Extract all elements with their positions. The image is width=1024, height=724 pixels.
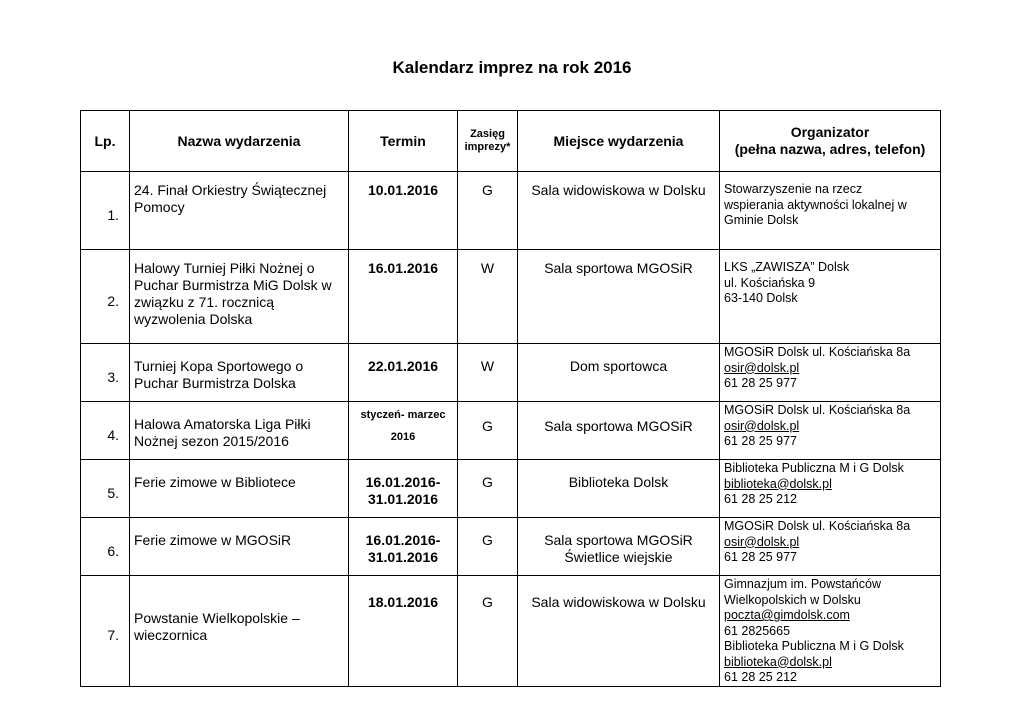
row-scope: W	[458, 250, 518, 344]
org-line: 61 28 25 977	[724, 376, 797, 390]
row-place: Dom sportowca	[518, 344, 720, 402]
org-email-link[interactable]: osir@dolsk.pl	[724, 360, 800, 375]
term-line: 16.01.2016-	[365, 474, 441, 490]
row-term: 10.01.2016	[349, 172, 458, 250]
row-lp: 5.	[81, 460, 130, 518]
events-table	[80, 110, 941, 687]
term-line: 31.01.2016	[367, 491, 439, 507]
org-line: LKS „ZAWISZA” Dolsk	[724, 260, 850, 274]
table-row	[81, 460, 941, 518]
header-scope-line2: imprezy*	[464, 141, 511, 153]
term-line: 16.01.2016-	[365, 532, 441, 548]
row-term	[349, 402, 458, 460]
row-lp: 4.	[81, 402, 130, 460]
header-organizer-line1: Organizator	[790, 124, 870, 140]
table-row	[81, 402, 941, 460]
row-scope: G	[458, 460, 518, 518]
org-line: 61 28 25 977	[724, 434, 797, 448]
row-scope: G	[458, 402, 518, 460]
row-lp: 7.	[81, 576, 130, 687]
row-name: Turniej Kopa Sportowego o Puchar Burmistrza Dolska	[130, 344, 349, 402]
row-term: 22.01.2016	[349, 344, 458, 402]
place-line: Świetlice wiejskie	[564, 549, 673, 565]
org-email-link[interactable]: osir@dolsk.pl	[724, 534, 800, 549]
row-scope: G	[458, 518, 518, 576]
row-lp: 6.	[81, 518, 130, 576]
row-organizer	[720, 172, 941, 250]
row-term	[349, 460, 458, 518]
org-line: MGOSiR Dolsk ul. Kościańska 8a	[724, 403, 911, 417]
org-line: 61 28 25 212	[724, 492, 797, 506]
header-scope	[458, 111, 518, 172]
term-line: 31.01.2016	[367, 549, 439, 565]
header-scope-line1: Zasięg	[470, 128, 505, 140]
row-organizer	[720, 460, 941, 518]
header-term: Termin	[349, 111, 458, 172]
org-line: Stowarzyszenie na rzecz	[724, 182, 863, 196]
table-row	[81, 576, 941, 687]
table-row	[81, 518, 941, 576]
row-place: Sala widowiskowa w Dolsku	[518, 172, 720, 250]
org-line: MGOSiR Dolsk ul. Kościańska 8a	[724, 345, 911, 359]
row-scope: G	[458, 576, 518, 687]
org-line: ul. Kościańska 9	[724, 275, 816, 290]
row-organizer	[720, 518, 941, 576]
org-email-link[interactable]: osir@dolsk.pl	[724, 418, 800, 433]
row-place: Sala sportowa MGOSiR	[518, 250, 720, 344]
row-scope: W	[458, 344, 518, 402]
term-line: 2016	[390, 431, 416, 443]
row-scope: G	[458, 172, 518, 250]
header-place: Miejsce wydarzenia	[518, 111, 720, 172]
row-organizer	[720, 576, 941, 687]
org-line: 61 28 25 977	[724, 550, 797, 564]
row-lp: 1.	[81, 172, 130, 250]
row-name: 24. Finał Orkiestry Świątecznej Pomocy	[130, 172, 349, 250]
org-line: wspierania aktywności lokalnej w	[724, 197, 907, 212]
header-name: Nazwa wydarzenia	[130, 111, 349, 172]
row-place: Biblioteka Dolsk	[518, 460, 720, 518]
table-header-row	[81, 111, 941, 172]
row-term: 18.01.2016	[349, 576, 458, 687]
org-line: 61 28 25 212	[724, 670, 797, 684]
row-term	[349, 518, 458, 576]
table-row	[81, 172, 941, 250]
header-organizer	[720, 111, 941, 172]
org-line: Biblioteka Publiczna M i G Dolsk	[724, 639, 904, 653]
table-row	[81, 344, 941, 402]
org-email-link[interactable]: biblioteka@dolsk.pl	[724, 654, 832, 669]
row-organizer	[720, 250, 941, 344]
row-name: Halowa Amatorska Liga Piłki Nożnej sezon 2015/2016	[130, 402, 349, 460]
org-line: Wielkopolskich w Dolsku	[724, 592, 861, 607]
row-place	[518, 518, 720, 576]
org-email-link[interactable]: biblioteka@dolsk.pl	[724, 476, 832, 491]
row-lp: 3.	[81, 344, 130, 402]
org-line: MGOSiR Dolsk ul. Kościańska 8a	[724, 519, 911, 533]
header-lp: Lp.	[81, 111, 130, 172]
header-organizer-line2: (pełna nazwa, adres, telefon)	[734, 141, 926, 157]
row-name: Ferie zimowe w Bibliotece	[130, 460, 349, 518]
row-organizer	[720, 344, 941, 402]
term-line: styczeń- marzec	[360, 409, 446, 421]
place-line: Sala sportowa MGOSiR	[544, 532, 693, 548]
row-lp: 2.	[81, 250, 130, 344]
org-line: 63-140 Dolsk	[724, 291, 798, 305]
row-name: Ferie zimowe w MGOSiR	[130, 518, 349, 576]
org-line: Gimnazjum im. Powstańców	[724, 577, 881, 591]
row-name: Halowy Turniej Piłki Nożnej o Puchar Burmistrza MiG Dolsk w związku z 71. rocznicą wyzwolenia Dolska	[130, 250, 349, 344]
row-place: Sala widowiskowa w Dolsku	[518, 576, 720, 687]
row-organizer	[720, 402, 941, 460]
row-name: Powstanie Wielkopolskie – wieczornica	[130, 576, 349, 687]
row-term: 16.01.2016	[349, 250, 458, 344]
page-title: Kalendarz imprez na rok 2016	[392, 58, 632, 77]
org-email-link[interactable]: poczta@gimdolsk.com	[724, 608, 850, 622]
org-line: 61 2825665	[724, 623, 791, 638]
table-row	[81, 250, 941, 344]
org-line: Gminie Dolsk	[724, 213, 799, 227]
org-line: Biblioteka Publiczna M i G Dolsk	[724, 461, 904, 475]
row-place: Sala sportowa MGOSiR	[518, 402, 720, 460]
